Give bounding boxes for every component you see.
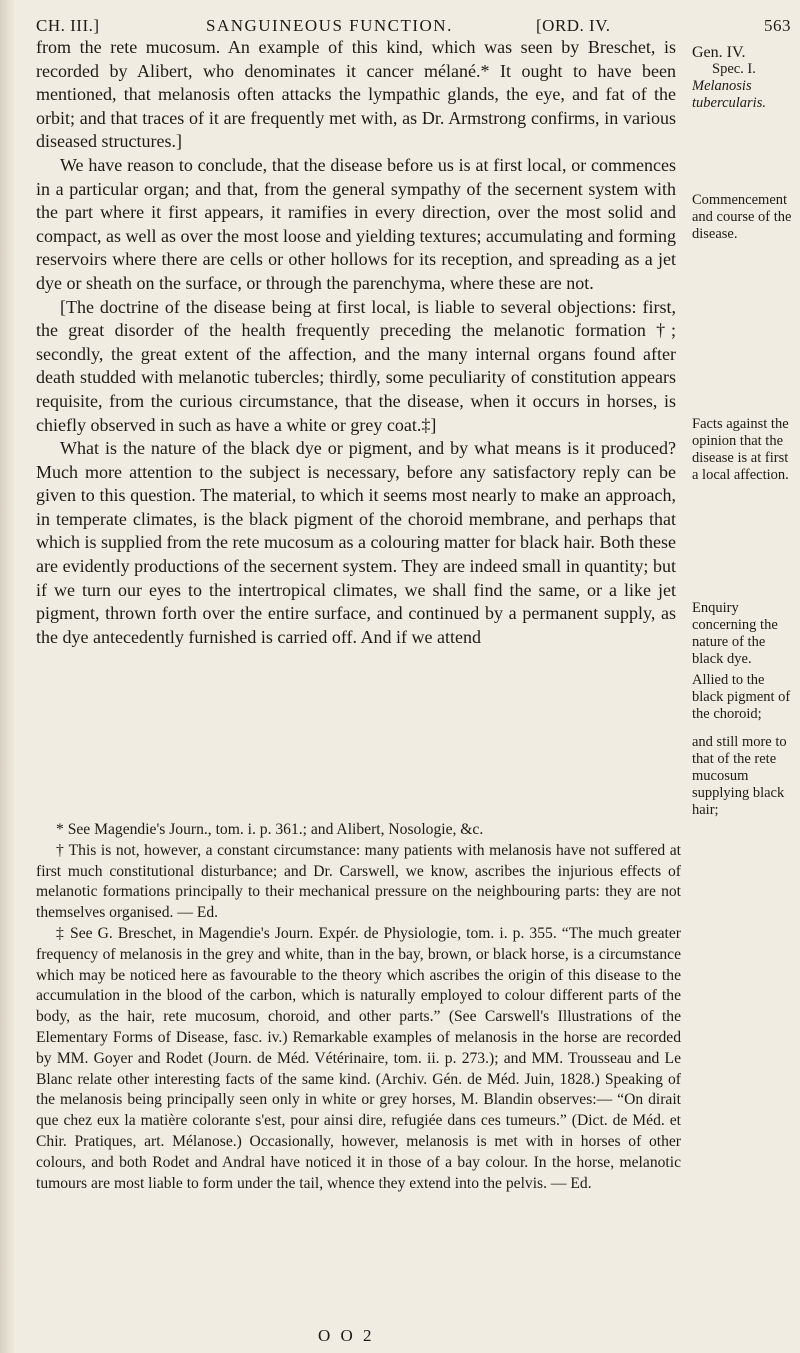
paragraph-2: We have reason to conclude, that the disease before us is at first local, or commences in a particular organ; and that, from the general sympathy of the secernent system with the part where it first appears, it ramifies in every direction, over the most solid and compact, as well as over the most loose and yielding textures; accumulating and forming reservoirs where there are cells or other hollows for its reception, and spreading as a jet dye or sheath on the surface, or through the parenchyma, where these are not. (36, 154, 676, 293)
paragraph-4: What is the nature of the black dye or pigment, and by what means is it produced? Much more attention to the subject is necessary, before any satisfactory reply can be given to this question. The material, to which it seems most nearly to make an approach, in temperate climates, is the black pigment of the choroid membrane, and perhaps that which is supplied from the rete mucosum as a colouring matter for black hair. Both these are evidently productions of the secernent system. They are indeed small in quantity; but if we turn our eyes to the intertropical climates, we shall find the same, or a like jet pigment, thrown forth over the entire surface, and continued by a permanent supply, as the dye antecedently furnished is carried off. And if we attend (36, 438, 676, 647)
sidenote-still-more: and still more to that of the rete mucosum supplying black hair; (692, 734, 787, 818)
sidenote-genus (692, 44, 797, 112)
header-running-title: SANGUINEOUS FUNCTION. (206, 16, 453, 35)
sidenote-allied: Allied to the black pigment of the choroid; (692, 672, 791, 722)
paragraph-1: from the rete mucosum. An example of this kind, which was seen by Breschet, is recorded by Alibert, who denominates it cancer mélané.* It ought to have been mentioned, that melanosis often attacks the lympathic glands, the eye, and fat of the orbit; and that traces of it are frequently met with, as Dr. Armstrong confirms, in various diseased structures.] (36, 37, 676, 152)
footnote-1: * See Magendie's Journ., tom. i. p. 361.; and Alibert, Nosologie, &c. (56, 821, 484, 838)
sidenote-facts: Facts against the opinion that the disease is at first a local affection. (692, 416, 789, 483)
main-text (36, 36, 676, 649)
sidenote-commencement: Commencement and course of the disease. (692, 192, 792, 242)
sidenote-species-label: Spec. I. (712, 61, 756, 77)
footnotes (36, 820, 681, 1194)
sidenote-genus-label: Gen. IV. (692, 44, 746, 61)
footnote-3: ‡ See G. Breschet, in Magendie's Journ. Expér. de Physiologie, tom. i. p. 355. “The much greater frequency of melanosis in the grey and white, than in the bay, brown, or black horse, is a circumstance which may be noticed here as favourable to the theory which ascribes the origin of this disease to the accumulation in the blood of the carbon, which is naturally employed to colour different parts of the body, as the hair, rete mucosum, choroid, and other parts.” (See Carswell's Illustrations of the Elementary Forms of Disease, fasc. iv.) Remarkable examples of melanosis in the horse are recorded by MM. Goyer and Rodet (Journ. de Méd. Vétérinaire, tom. ii. p. 273.); and MM. Trousseau and Le Blanc relate other interesting facts of the same kind. (Archiv. Gén. de Méd. Juin, 1828.) Speaking of the melanosis being principally seen only in white or grey horses, M. Blandin observes:— “On dirait que chez eux la matière colorante s'est, pour ainsi dire, refugiée dans ces tumeurs.” (Dict. de Méd. et Chir. Pratiques, art. Mélanose.) Occasionally, however, melanosis is met with in horses of other colours, and both Rodet and Andral have noticed it in those of a bay colour. In the horse, melanotic tumours are most liable to form under the tail, whence they extend into the pelvis. — Ed. (36, 924, 681, 1192)
header-chapter: CH. III.] (36, 16, 100, 35)
footnote-2: † This is not, however, a constant circumstance: many patients with melanosis have not suffered at first much constitutional disturbance; and Dr. Carswell, we know, ascribes the injurious effects of melanotic formations principally to their mechanical pressure on the neighbouring parts: they are not themselves organised. — Ed. (36, 841, 681, 922)
signature-mark: O O 2 (318, 1326, 375, 1345)
paragraph-3: [The doctrine of the disease being at first local, is liable to several objections: first, the great disorder of the health frequently preceding the melanotic formation †; secondly, the great extent of the affection, and the many internal organs found after death studded with melanotic tubercles; thirdly, some peculiarity of constitution appears requisite, from the curious circumstance, that the disease, when it occurs in horses, is chiefly observed in such as have a white or grey coat.‡] (36, 296, 676, 435)
sidenote-name-label: Melanosis tubercularis. (692, 78, 766, 111)
sidenote-enquiry: Enquiry concerning the nature of the black dye. (692, 600, 778, 667)
header-order: [ORD. IV. (536, 16, 611, 35)
page-number: 563 (764, 16, 791, 35)
page-binding-edge (0, 0, 14, 1353)
running-header (36, 8, 791, 38)
